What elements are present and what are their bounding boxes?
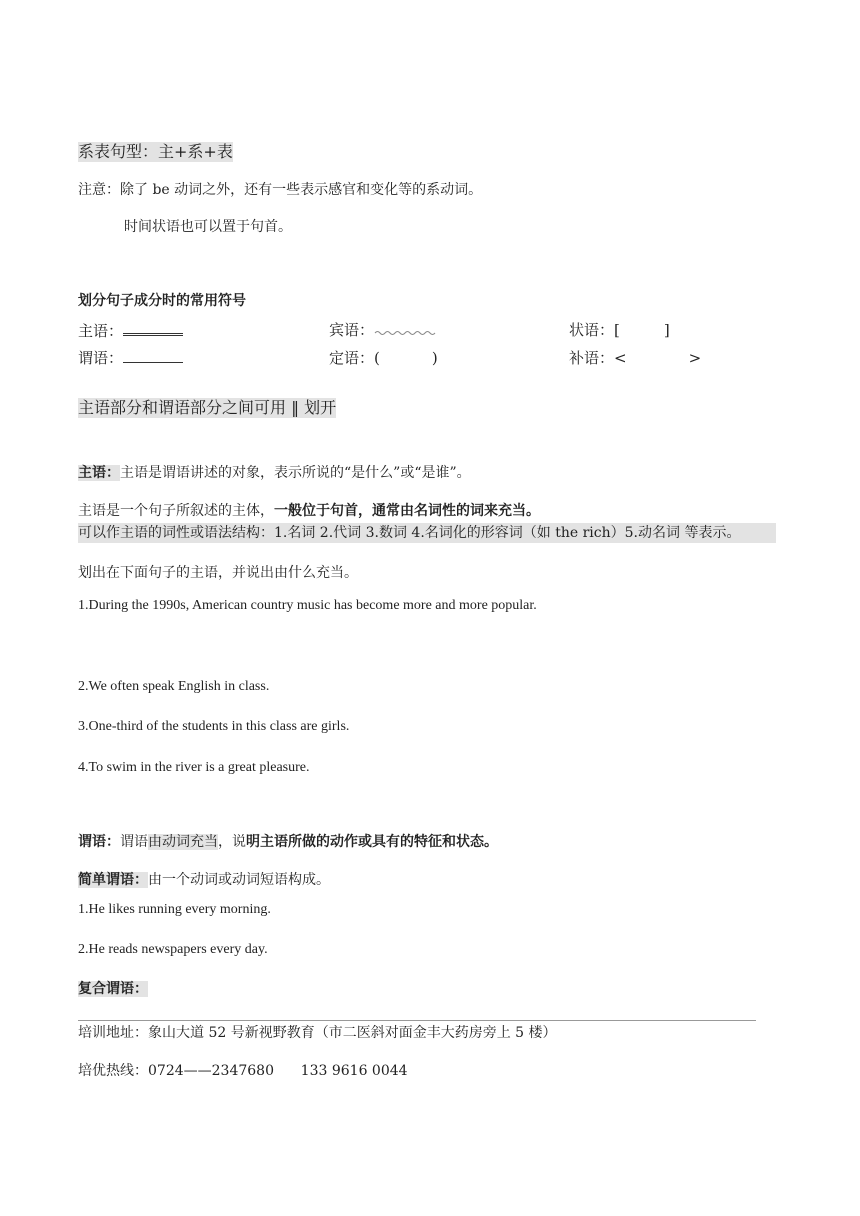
attribute-open-paren: (	[374, 349, 380, 367]
adverbial-open-bracket: [	[614, 321, 620, 339]
subject-paragraph	[78, 501, 540, 521]
subject-label: 主语：	[78, 465, 120, 481]
predicate-symbol-label: 谓语：	[78, 349, 124, 367]
exercise-prompt: 划出在下面句子的主语，并说出由什么充当。	[78, 565, 358, 581]
subject-symbol-label: 主语：	[78, 322, 124, 340]
double-underline-symbol	[123, 320, 183, 336]
subject-paragraph-bold: 一般位于句首，通常由名词性的词来充当。	[274, 503, 540, 519]
predicate-symbol	[78, 348, 183, 368]
subject-example-3: 3.One-third of the students in this class are girls.	[78, 719, 350, 734]
simple-predicate	[78, 870, 330, 890]
complement-symbol	[569, 348, 701, 368]
footer-address: 培训地址：象山大道 52 号新视野教育（市二医斜对面金丰大药房旁上 5 楼）	[78, 1025, 557, 1041]
single-underline-symbol	[123, 348, 183, 363]
predicate-definition	[78, 832, 498, 852]
divider-note: 主语部分和谓语部分之间可用 ‖ 划开	[78, 398, 337, 417]
footer-hotline: 培优热线：0724——2347680 133 9616 0044	[78, 1063, 408, 1079]
attribute-symbol-label: 定语：	[329, 349, 375, 367]
predicate-def-highlight: 由动词充当	[148, 834, 218, 850]
predicate-example-2: 2.He reads newspapers every day.	[78, 942, 268, 957]
compound-predicate-label: 复合谓语：	[78, 981, 148, 997]
subject-example-1: 1.During the 1990s, American country music has become more and more popular.	[78, 598, 537, 613]
predicate-label: 谓语：	[78, 834, 120, 850]
complement-close-angle: >	[688, 349, 702, 367]
attribute-symbol	[329, 348, 438, 368]
attribute-close-paren: )	[431, 349, 438, 367]
subject-definition	[78, 463, 471, 483]
symbols-heading: 划分句子成分时的常用符号	[78, 293, 246, 309]
linking-verb-heading-text: 系表句型：主+系+表	[78, 142, 233, 161]
simple-predicate-label: 简单谓语：	[78, 872, 148, 888]
adverbial-symbol	[569, 320, 670, 340]
predicate-example-1: 1.He likes running every morning.	[78, 902, 271, 917]
simple-predicate-def: 由一个动词或动词短语构成。	[148, 872, 330, 888]
object-symbol-label: 宾语：	[329, 321, 375, 339]
note-line-2: 时间状语也可以置于句首。	[124, 219, 292, 235]
complement-symbol-label: 补语：	[569, 349, 615, 367]
adverbial-symbol-label: 状语：	[569, 321, 615, 339]
object-symbol	[329, 320, 436, 340]
adverbial-close-bracket: ]	[663, 321, 670, 339]
subject-definition-text: 主语是谓语讲述的对象，表示所说的“是什么”或“是谁”。	[120, 465, 471, 481]
predicate-def-part1: 谓语	[120, 834, 148, 850]
subject-types: 可以作主语的词性或语法结构：1.名词 2.代词 3.数词 4.名词化的形容词（如 the rich）5.动名词 等表示。	[78, 523, 776, 543]
complement-open-angle: <	[614, 349, 627, 367]
predicate-def-part3: ，说	[218, 834, 246, 850]
wavy-underline-symbol	[374, 325, 436, 337]
subject-paragraph-plain: 主语是一个句子所叙述的主体，	[78, 503, 274, 519]
subject-symbol	[78, 320, 183, 341]
note-line-1: 注意：除了 be 动词之外，还有一些表示感官和变化等的系动词。	[78, 182, 483, 198]
footer-divider	[78, 1020, 756, 1021]
linking-verb-heading	[78, 142, 233, 162]
subject-example-4: 4.To swim in the river is a great pleasure.	[78, 760, 310, 775]
subject-example-2: 2.We often speak English in class.	[78, 679, 270, 694]
compound-predicate	[78, 979, 148, 999]
predicate-def-bold: 明主语所做的动作或具有的特征和状态。	[246, 834, 498, 850]
